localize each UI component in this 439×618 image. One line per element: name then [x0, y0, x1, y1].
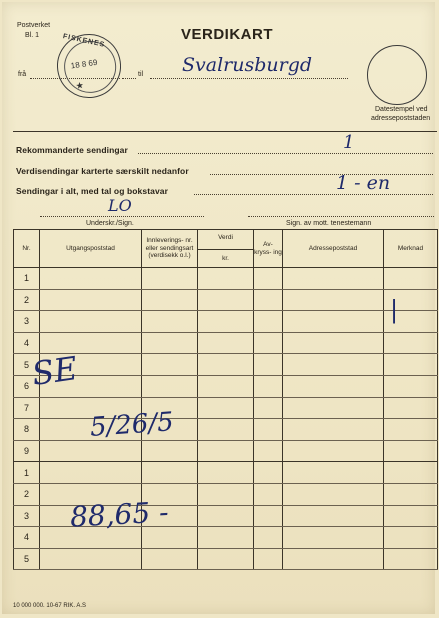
table-cell — [254, 311, 283, 333]
row-number: 4 — [14, 332, 40, 354]
table-cell — [254, 440, 283, 462]
table-cell — [283, 462, 384, 484]
table-cell — [40, 548, 142, 570]
table-cell — [198, 397, 254, 419]
table-cell — [142, 354, 198, 376]
table-cell — [142, 332, 198, 354]
table-row — [14, 332, 438, 354]
col-destination: Adressepoststad — [283, 230, 384, 268]
table-cell — [198, 311, 254, 333]
table-cell — [283, 268, 384, 290]
table-cell — [384, 548, 438, 570]
table-cell — [283, 397, 384, 419]
table-cell — [254, 354, 283, 376]
row-number: 8 — [14, 419, 40, 441]
datestamp-caption-2: adressepoststaden — [371, 115, 431, 122]
row-number: 9 — [14, 440, 40, 462]
scribble-3: 88,65 - — [69, 495, 170, 534]
table-cell — [384, 483, 438, 505]
note-mark: | — [390, 296, 399, 324]
table-cell — [254, 397, 283, 419]
table-row — [14, 548, 438, 570]
table-cell — [283, 375, 384, 397]
table-cell — [283, 311, 384, 333]
col-check: Av- kryss- ing — [254, 230, 283, 268]
total-line — [194, 194, 433, 195]
table-cell — [254, 375, 283, 397]
table-cell — [40, 311, 142, 333]
table-cell — [384, 419, 438, 441]
row-number: 2 — [14, 289, 40, 311]
table-cell — [198, 462, 254, 484]
table-cell — [198, 483, 254, 505]
table-cell — [142, 268, 198, 290]
table-cell — [254, 527, 283, 549]
table-row — [14, 440, 438, 462]
registered-line — [138, 153, 433, 154]
table-cell — [198, 548, 254, 570]
office-name: Postverket — [17, 22, 51, 29]
table-cell — [384, 354, 438, 376]
row-number: 1 — [14, 462, 40, 484]
scribble-2: 5/26/5 — [89, 407, 175, 443]
header-divider — [13, 131, 437, 132]
registered-value: 1 — [343, 132, 355, 153]
table-cell — [283, 548, 384, 570]
sign-line — [40, 216, 204, 217]
table-cell — [40, 462, 142, 484]
row-number: 3 — [14, 311, 40, 333]
table-cell — [254, 483, 283, 505]
table-cell — [198, 268, 254, 290]
to-handwritten: Svalrusburgd — [182, 54, 313, 76]
table-row — [14, 462, 438, 484]
table-cell — [283, 527, 384, 549]
table-cell — [198, 354, 254, 376]
table-cell — [384, 527, 438, 549]
to-label: til — [138, 71, 144, 78]
table-row — [14, 289, 438, 311]
table-cell — [40, 289, 142, 311]
table-cell — [198, 505, 254, 527]
table-cell — [254, 505, 283, 527]
from-line — [30, 78, 120, 79]
datestamp-circle — [367, 45, 427, 105]
table-cell — [142, 375, 198, 397]
sign-recv-label: Sign. av mott. tenestemann — [286, 220, 372, 227]
table-cell — [254, 332, 283, 354]
col-nr: Nr. — [14, 230, 40, 268]
col-value — [198, 230, 254, 268]
table-cell — [384, 462, 438, 484]
table-cell — [384, 332, 438, 354]
valuables-line — [210, 174, 433, 175]
table-cell — [40, 440, 142, 462]
table-cell — [198, 332, 254, 354]
page-title: VERDIKART — [181, 26, 274, 43]
table-cell — [198, 289, 254, 311]
signature-mark: LO — [108, 196, 132, 215]
table-cell — [198, 440, 254, 462]
table-cell — [384, 268, 438, 290]
table-cell — [283, 483, 384, 505]
postmark-date: 18 8 69 — [70, 57, 98, 71]
table-cell — [384, 440, 438, 462]
table-cell — [198, 419, 254, 441]
table-cell — [283, 440, 384, 462]
row-number: 4 — [14, 527, 40, 549]
table-row — [14, 397, 438, 419]
table-cell — [142, 527, 198, 549]
scribble-1: SE — [29, 349, 80, 393]
form-number: Bl. 1 — [25, 32, 40, 39]
row-number: 6 — [14, 375, 40, 397]
table-cell — [40, 268, 142, 290]
from-line-2 — [122, 78, 136, 79]
table-cell — [142, 548, 198, 570]
row-number: 1 — [14, 268, 40, 290]
col-value-unit: kr. — [222, 255, 229, 262]
datestamp-caption-1: Datestempel ved — [375, 106, 428, 113]
total-value: 1 - en — [336, 172, 391, 194]
print-code: 10 000 000. 10-67 RIK. A.S — [13, 603, 87, 609]
table-cell — [40, 332, 142, 354]
table-cell — [142, 289, 198, 311]
table-cell — [198, 527, 254, 549]
row-number: 2 — [14, 483, 40, 505]
table-row — [14, 268, 438, 290]
row-number: 5 — [14, 354, 40, 376]
table-cell — [142, 311, 198, 333]
table-cell — [254, 268, 283, 290]
table-cell — [384, 505, 438, 527]
col-note: Merknad — [384, 230, 438, 268]
table-cell — [254, 289, 283, 311]
table-cell — [198, 375, 254, 397]
table-cell — [283, 419, 384, 441]
from-label: frå — [18, 71, 27, 78]
postmark-star-icon: ★ — [74, 79, 85, 92]
sign-recv-line — [248, 216, 434, 217]
col-value-label: Verdi — [218, 234, 233, 241]
sign-label: Underskr./Sign. — [86, 220, 134, 227]
table-cell — [142, 440, 198, 462]
table-cell — [254, 462, 283, 484]
table-cell — [142, 462, 198, 484]
table-cell — [254, 419, 283, 441]
row-number: 3 — [14, 505, 40, 527]
postmark-name: FISKENES — [62, 33, 106, 49]
col-value-divider — [198, 249, 253, 250]
table-cell — [283, 332, 384, 354]
row-number: 5 — [14, 548, 40, 570]
table-cell — [384, 375, 438, 397]
table-cell — [283, 354, 384, 376]
valuables-label: Verdisendingar karterte særskilt nedanfor — [16, 166, 189, 176]
table-cell — [283, 289, 384, 311]
table-cell — [254, 548, 283, 570]
table-row — [14, 419, 438, 441]
registered-label: Rekommanderte sendingar — [16, 145, 128, 155]
col-receipt: Innleverings- nr. eller sendingsart (verdisekk o.l.) — [142, 230, 198, 268]
table-cell — [283, 505, 384, 527]
total-label: Sendingar i alt, med tal og bokstavar — [16, 186, 169, 196]
col-origin: Utgangspoststad — [40, 230, 142, 268]
row-number: 7 — [14, 397, 40, 419]
table-cell — [384, 397, 438, 419]
table-row — [14, 311, 438, 333]
to-line — [150, 78, 348, 79]
